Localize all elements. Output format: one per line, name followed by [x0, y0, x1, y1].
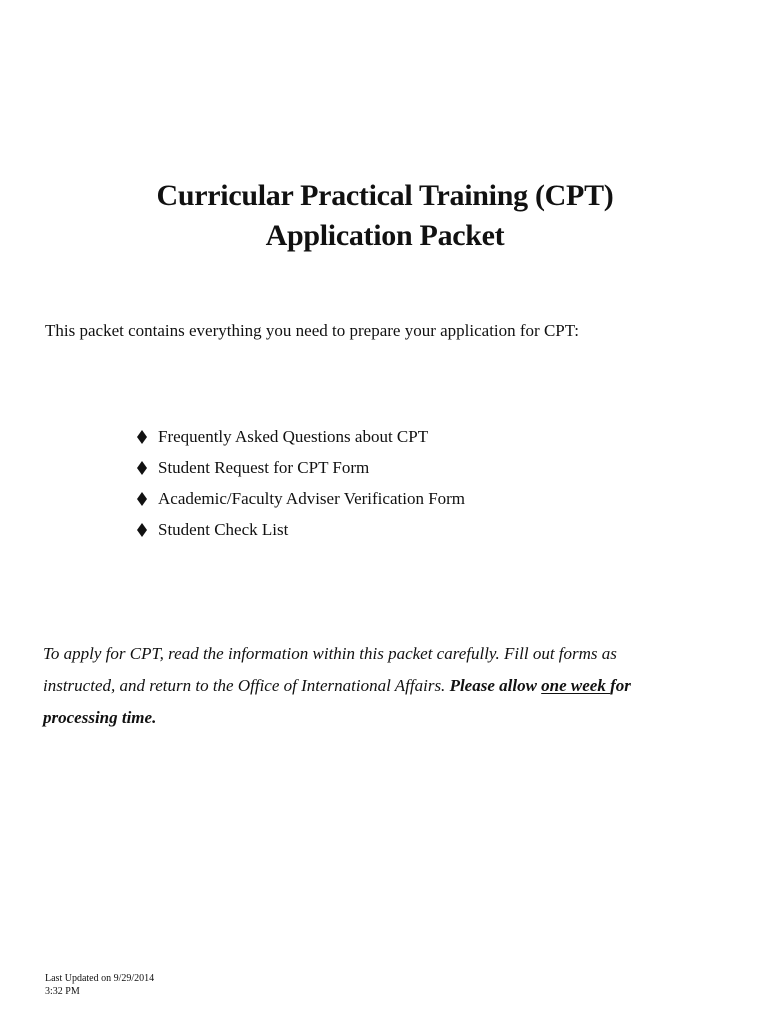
page-title: [0, 176, 770, 256]
diamond-bullet-icon: [137, 523, 147, 537]
list-item-label: Student Check List: [158, 519, 289, 539]
title-line-2: Application Packet: [265, 219, 505, 252]
note-emphasis-please-allow: Please allow: [449, 676, 542, 695]
list-item-label: Student Request for CPT Form: [158, 457, 370, 477]
instructions-note: [43, 638, 733, 734]
note-emphasis-for: for: [610, 676, 631, 695]
last-updated-footer: Last Updated on 9/29/2014 3:32 PM: [45, 973, 155, 997]
list-item: [137, 483, 465, 514]
note-line-2: [43, 670, 733, 702]
intro-paragraph: This packet contains everything you need to prepare your application for CPT:: [45, 321, 580, 340]
diamond-bullet-icon: [137, 430, 147, 444]
list-item-label: Academic/Faculty Adviser Verification Form: [158, 488, 466, 508]
list-item-label: Frequently Asked Questions about CPT: [158, 426, 429, 446]
title-line-1: Curricular Practical Training (CPT): [156, 179, 614, 212]
list-item: [137, 452, 465, 483]
contents-list: [137, 421, 465, 545]
note-line-1: To apply for CPT, read the information within this packet carefully. Fill out forms as: [43, 644, 617, 663]
note-line-2-text: instructed, and return to the Office of International Affairs.: [43, 676, 450, 695]
note-line-3: processing time.: [43, 708, 157, 727]
list-item: [137, 514, 465, 545]
diamond-bullet-icon: [137, 461, 147, 475]
note-emphasis-one-week: one week: [541, 676, 611, 695]
diamond-bullet-icon: [137, 492, 147, 506]
list-item: [137, 421, 465, 452]
